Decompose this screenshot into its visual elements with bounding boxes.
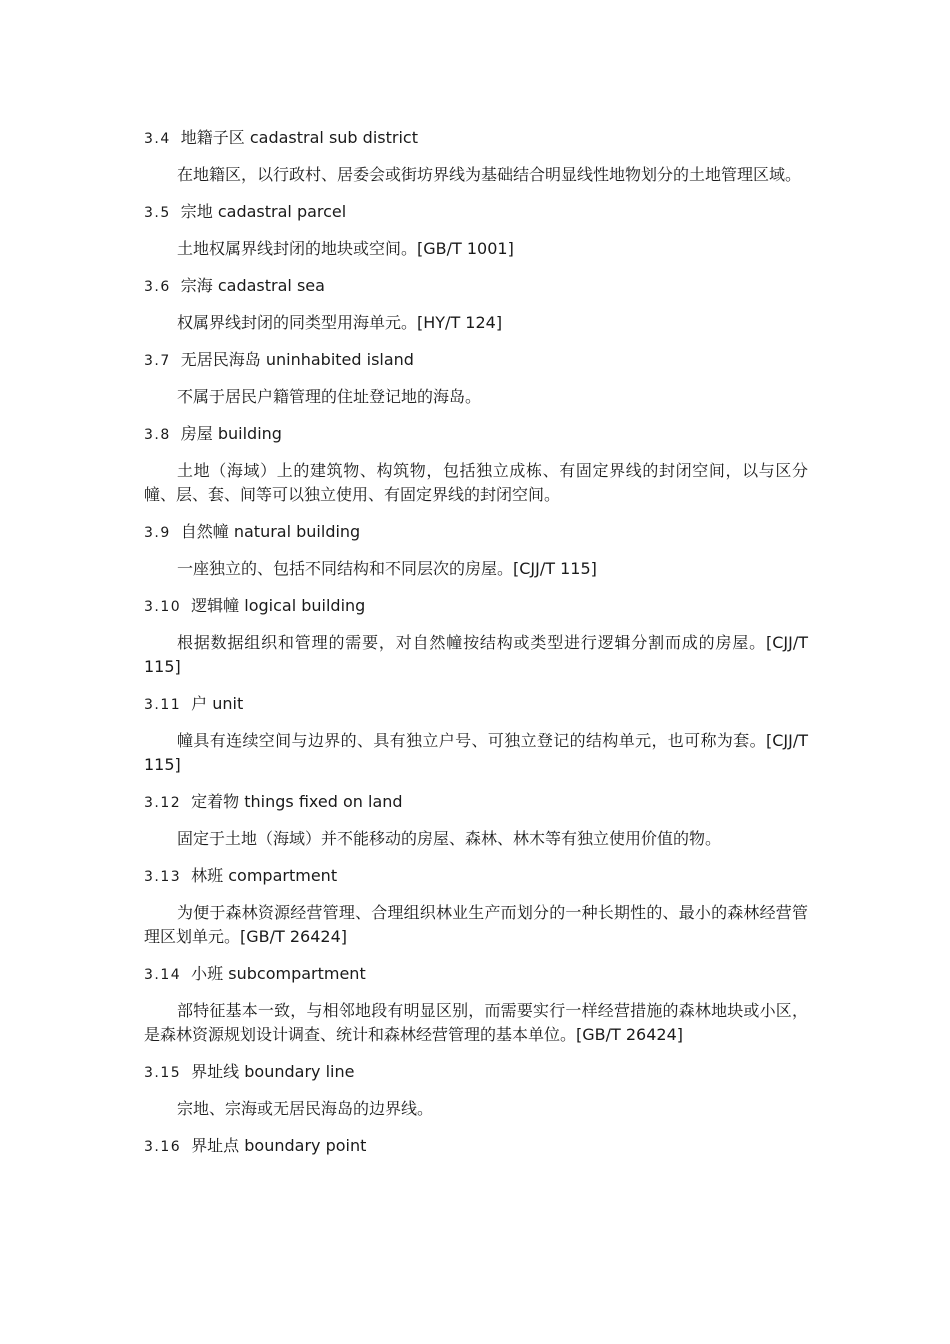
term-title: 小班 subcompartment [191,964,366,983]
term-heading [144,126,808,150]
term-heading [144,200,808,224]
term-title: 宗海 cadastral sea [180,276,325,295]
term-number: 3.11 [144,697,182,713]
term-heading [144,594,808,618]
term-definition: 幢具有连续空间与边界的、具有独立户号、可独立登记的结构单元，也可称为套。[CJJ/T 115] [144,731,808,774]
term-heading [144,864,808,888]
term-number: 3.4 [144,131,171,147]
term-title: 定着物 things fixed on land [191,792,403,811]
term-definition: 在地籍区，以行政村、居委会或街坊界线为基础结合明显线性地物划分的土地管理区域。 [177,165,802,184]
term-number: 3.5 [144,205,171,221]
term-number: 3.15 [144,1065,182,1081]
term-definition: 宗地、宗海或无居民海岛的边界线。 [177,1099,434,1118]
term-definition: 固定于土地（海域）并不能移动的房屋、森林、林木等有独立使用价值的物。 [177,829,722,848]
term-heading [144,692,808,716]
term-number: 3.16 [144,1139,182,1155]
term-definition: 不属于居民户籍管理的住址登记地的海岛。 [177,387,482,406]
term-title: 宗地 cadastral parcel [180,202,347,221]
term-heading [144,790,808,814]
term-number: 3.8 [144,427,171,443]
term-definition: 为便于森林资源经营管理、合理组织林业生产而划分的一种长期性的、最小的森林经营管理区划单元。[GB/T 26424] [144,903,808,946]
term-heading [144,1060,808,1084]
term-number: 3.14 [144,967,182,983]
term-title: 逻辑幢 logical building [191,596,366,615]
term-number: 3.9 [144,525,171,541]
term-title: 户 unit [191,694,244,713]
term-title: 无居民海岛 uninhabited island [180,350,414,369]
term-number: 3.7 [144,353,171,369]
term-title: 界址点 boundary point [191,1136,367,1155]
term-number: 3.10 [144,599,182,615]
term-title: 自然幢 natural building [180,522,361,541]
term-title: 地籍子区 cadastral sub district [180,128,418,147]
term-definition: 部特征基本一致，与相邻地段有明显区别，而需要实行一样经营措施的森林地块或小区，是森林资源规划设计调查、统计和森林经营管理的基本单位。[GB/T 26424] [144,1001,808,1044]
term-definition: 权属界线封闭的同类型用海单元。[HY/T 124] [177,313,503,332]
term-heading [144,520,808,544]
term-number: 3.6 [144,279,171,295]
term-heading [144,962,808,986]
term-definition: 根据数据组织和管理的需要，对自然幢按结构或类型进行逻辑分割而成的房屋。[CJJ/T 115] [144,633,808,676]
term-number: 3.12 [144,795,182,811]
term-definition: 土地权属界线封闭的地块或空间。[GB/T 1001] [177,239,514,258]
term-number: 3.13 [144,869,182,885]
term-heading [144,1134,808,1158]
term-heading [144,274,808,298]
term-definition: 土地（海域）上的建筑物、构筑物，包括独立成栋、有固定界线的封闭空间，以与区分幢、层、套、间等可以独立使用、有固定界线的封闭空间。 [144,461,808,504]
term-title: 房屋 building [180,424,282,443]
term-title: 林班 compartment [191,866,338,885]
term-heading [144,422,808,446]
term-heading [144,348,808,372]
term-title: 界址线 boundary line [191,1062,355,1081]
term-definition: 一座独立的、包括不同结构和不同层次的房屋。[CJJ/T 115] [177,559,597,578]
document-content [144,126,808,1158]
